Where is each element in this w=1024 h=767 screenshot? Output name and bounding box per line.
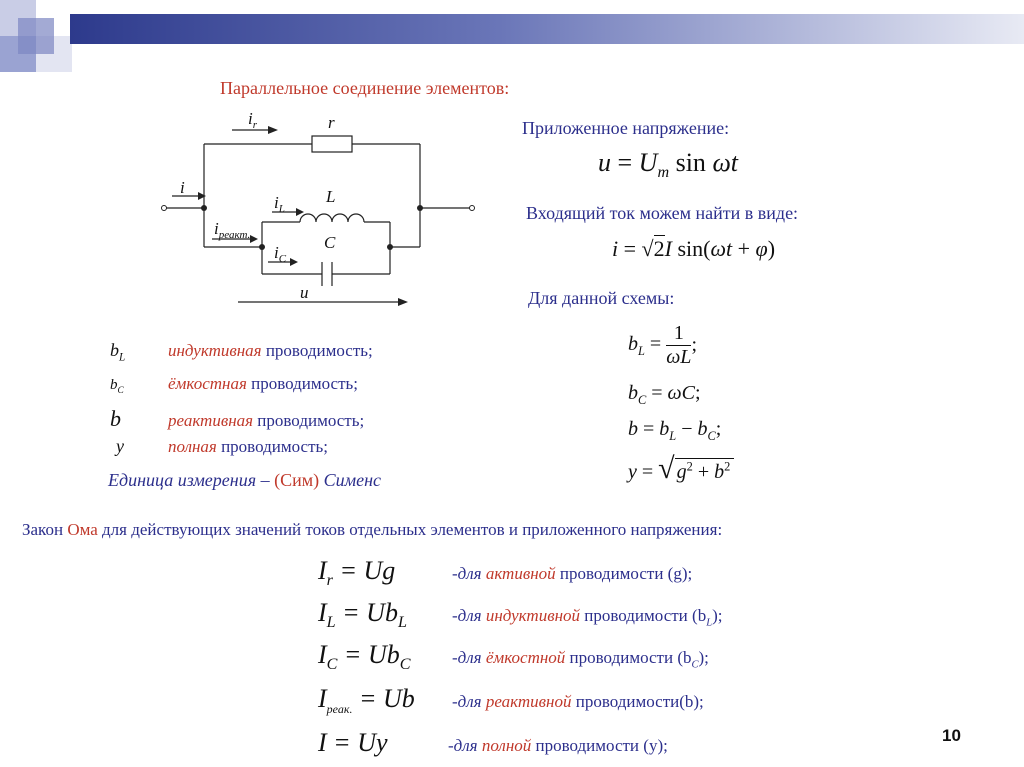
voltage-formula: $u = U_m$ sin ωt	[598, 148, 739, 182]
circuit-diagram	[0, 92, 500, 322]
label-i: i	[180, 178, 185, 197]
incoming-current-label: Входящий ток можем найти в виде:	[526, 203, 799, 223]
b-formula: $b = b_L - b_C$;	[628, 418, 722, 443]
label-ireact: $i_{реакт.}$	[214, 219, 251, 241]
label-u: u	[300, 283, 309, 302]
label-ir: $i_r$	[248, 109, 258, 131]
legend-item: y полная проводимость;	[116, 436, 328, 456]
law-row: I = Uy -для полной проводимости (y);	[318, 728, 668, 757]
label-iC: $i_C$	[274, 243, 287, 265]
law-row: $I_L = Ub_L$ -для индуктивной проводимости $(b_L)$;	[318, 598, 723, 632]
slide-title: Параллельное соединение элементов:	[220, 78, 510, 98]
y-formula: y = √ $g^2 + b^2$	[628, 452, 734, 486]
unit-line: Единица измерения – (Сим) Сименс	[108, 470, 382, 490]
law-row: $I_r = Ug$ -для активной проводимости (g);	[318, 556, 693, 590]
law-row: $I_{реак.} = Ub$ -для реактивной проводимости(b);	[318, 684, 704, 717]
ohm-heading: Закон Ома для действующих значений токов отдельных элементов и приложенного напряжения:	[22, 520, 723, 539]
legend-item: b реактивная проводимость;	[110, 406, 365, 431]
page-number: 10	[942, 726, 961, 745]
bL-formula: $b_L$ = $\frac{1}{\omega L}$ ;	[628, 322, 697, 368]
legend-item: $b_C$ ёмкостная проводимость;	[110, 374, 359, 396]
legend-item: $b_L$ индуктивная проводимость;	[110, 340, 373, 364]
law-row: $I_C = Ub_C$ -для ёмкостной проводимости $(b_C)$;	[318, 640, 709, 674]
for-scheme-label: Для данной схемы:	[528, 288, 675, 308]
applied-voltage-label: Приложенное напряжение:	[522, 118, 730, 138]
label-L: L	[326, 187, 336, 206]
label-iL: $i_L$	[274, 193, 285, 215]
label-r: r	[328, 113, 335, 132]
current-formula: i = √2I sin(ωt + φ)	[612, 236, 776, 261]
label-C: C	[324, 233, 336, 252]
bC-formula: $b_C = \omega C$;	[628, 382, 701, 407]
